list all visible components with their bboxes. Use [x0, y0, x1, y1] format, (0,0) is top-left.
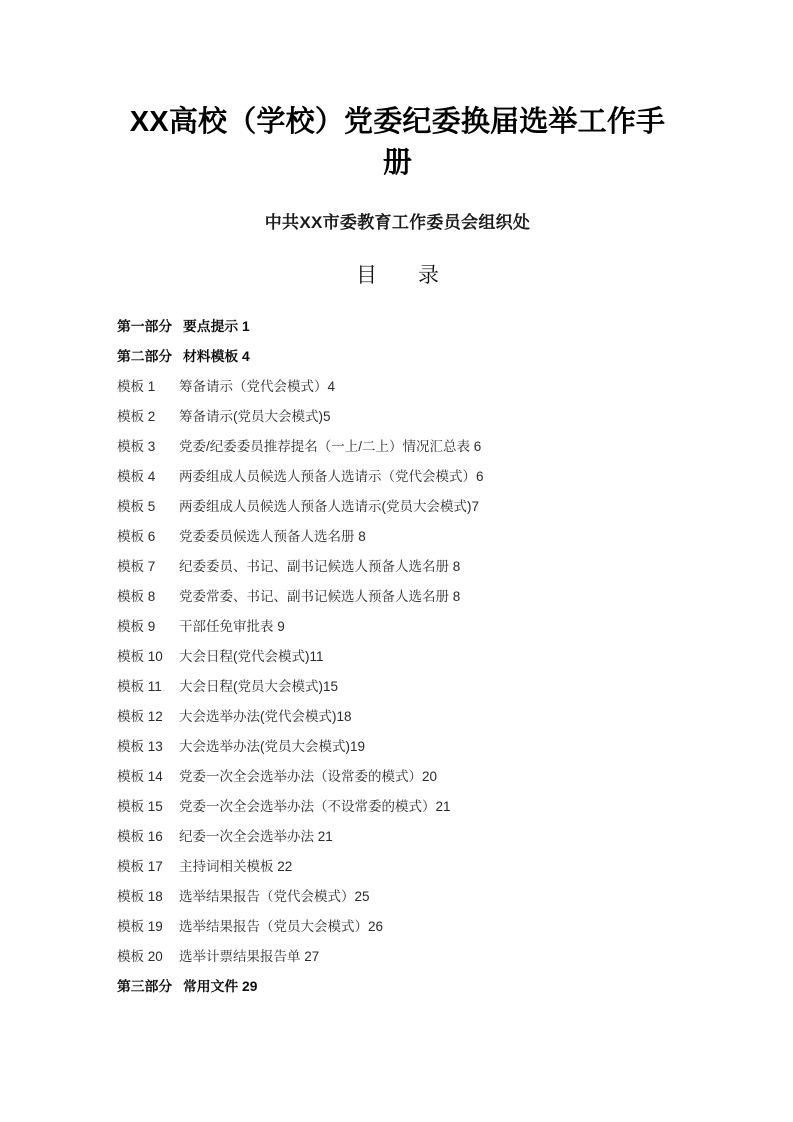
document-issuer: 中共XX市委教育工作委员会组织处 [264, 213, 531, 232]
toc-item-entry[interactable] [117, 522, 678, 552]
toc-entry-label: 第一部分 [117, 319, 173, 334]
toc-entry-label: 模板 10 [117, 649, 163, 664]
toc-entry-text: 干部任免审批表 9 [179, 619, 285, 634]
toc-item-entry[interactable] [117, 912, 678, 942]
toc-section-entry[interactable] [117, 342, 678, 372]
toc-entry-text: 材料模板 4 [183, 349, 250, 364]
toc-entry-text: 要点提示 1 [183, 319, 250, 334]
toc-item-entry[interactable] [117, 372, 678, 402]
toc-item-entry[interactable] [117, 852, 678, 882]
toc-entry-text: 筹备请示（党代会模式）4 [179, 379, 336, 394]
toc-entry-label: 第二部分 [117, 349, 173, 364]
toc-entry-label: 模板 5 [117, 499, 156, 514]
page-content [117, 0, 678, 1002]
toc-entry-label: 模板 20 [117, 949, 163, 964]
toc-entry-text: 大会选举办法(党代会模式)18 [179, 709, 352, 724]
toc-item-entry[interactable] [117, 552, 678, 582]
toc-entry-text: 常用文件 29 [183, 979, 258, 994]
toc-entry-text: 两委组成人员候选人预备人选请示(党员大会模式)7 [179, 499, 479, 514]
toc-entry-text: 选举结果报告（党员大会模式）26 [179, 919, 384, 934]
table-of-contents [117, 291, 678, 1002]
table-of-contents-heading: 目 录 [356, 264, 449, 287]
toc-item-entry[interactable] [117, 582, 678, 612]
toc-item-entry[interactable] [117, 702, 678, 732]
toc-entry-label: 模板 2 [117, 409, 156, 424]
toc-entry-label: 模板 17 [117, 859, 163, 874]
toc-entry-text: 党委委员候选人预备人选名册 8 [179, 529, 366, 544]
toc-entry-label: 模板 15 [117, 799, 163, 814]
toc-entry-label: 模板 8 [117, 589, 156, 604]
toc-entry-label: 模板 13 [117, 739, 163, 754]
toc-entry-text: 党委一次全会选举办法（不设常委的模式）21 [179, 799, 451, 814]
toc-entry-label: 模板 16 [117, 829, 163, 844]
toc-item-entry[interactable] [117, 462, 678, 492]
toc-item-entry[interactable] [117, 762, 678, 792]
toc-entry-text: 纪委一次全会选举办法 21 [179, 829, 333, 844]
toc-item-entry[interactable] [117, 642, 678, 672]
toc-entry-label: 模板 4 [117, 469, 156, 484]
toc-entry-text: 主持词相关模板 22 [179, 859, 293, 874]
toc-entry-label: 模板 1 [117, 379, 156, 394]
toc-item-entry[interactable] [117, 882, 678, 912]
toc-section-entry[interactable] [117, 312, 678, 342]
toc-entry-text: 党委/纪委委员推荐提名（一上/二上）情况汇总表 6 [179, 439, 482, 454]
toc-entry-label: 模板 3 [117, 439, 156, 454]
toc-entry-label: 模板 18 [117, 889, 163, 904]
toc-entry-label: 模板 11 [117, 679, 162, 694]
toc-entry-label: 第三部分 [117, 979, 173, 994]
toc-entry-text: 选举结果报告（党代会模式）25 [179, 889, 370, 904]
toc-entry-label: 模板 19 [117, 919, 163, 934]
toc-entry-text: 两委组成人员候选人预备人选请示（党代会模式）6 [179, 469, 484, 484]
toc-entry-text: 党委常委、书记、副书记候选人预备人选名册 8 [179, 589, 461, 604]
toc-item-entry[interactable] [117, 822, 678, 852]
toc-entry-text: 选举计票结果报告单 27 [179, 949, 320, 964]
toc-entry-label: 模板 6 [117, 529, 156, 544]
toc-item-entry[interactable] [117, 942, 678, 972]
toc-entry-label: 模板 12 [117, 709, 163, 724]
toc-entry-label: 模板 14 [117, 769, 163, 784]
toc-item-entry[interactable] [117, 492, 678, 522]
page-title: XX高校（学校）党委纪委换届选举工作手册 [129, 106, 666, 179]
toc-item-entry[interactable] [117, 432, 678, 462]
toc-entry-text: 大会日程(党代会模式)11 [179, 649, 324, 664]
toc-item-entry[interactable] [117, 672, 678, 702]
toc-entry-text: 党委一次全会选举办法（设常委的模式）20 [179, 769, 438, 784]
toc-item-entry[interactable] [117, 402, 678, 432]
toc-entry-text: 筹备请示(党员大会模式)5 [179, 409, 331, 424]
toc-entry-text: 纪委委员、书记、副书记候选人预备人选名册 8 [179, 559, 461, 574]
toc-item-entry[interactable] [117, 612, 678, 642]
toc-entry-label: 模板 7 [117, 559, 156, 574]
toc-section-entry[interactable] [117, 972, 678, 1002]
toc-entry-text: 大会日程(党员大会模式)15 [179, 679, 339, 694]
toc-entry-text: 大会选举办法(党员大会模式)19 [179, 739, 366, 754]
toc-item-entry[interactable] [117, 732, 678, 762]
toc-entry-label: 模板 9 [117, 619, 156, 634]
toc-item-entry[interactable] [117, 792, 678, 822]
